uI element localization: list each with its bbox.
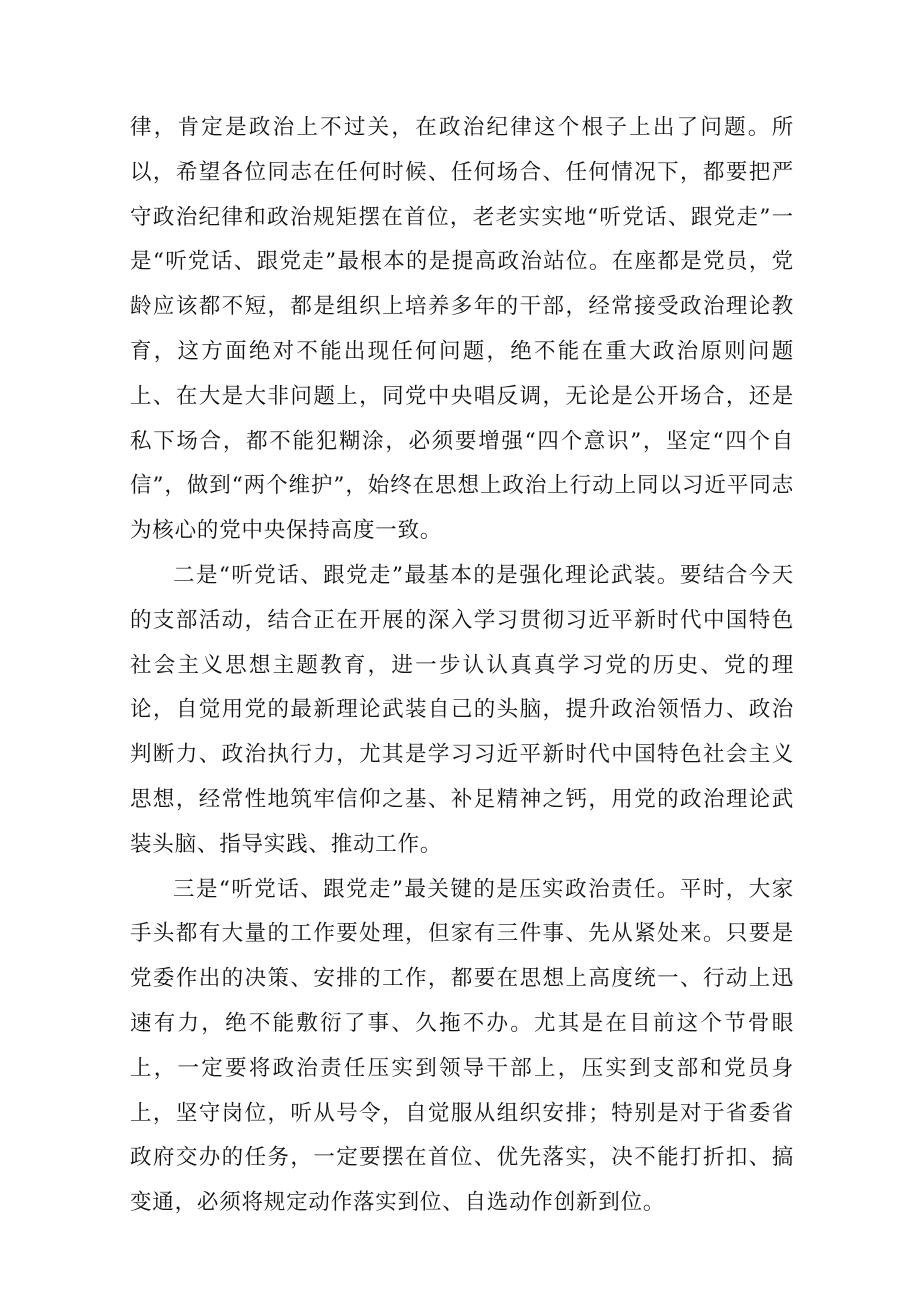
paragraph-political-responsibility: 三是“听党话、跟党走”最关键的是压实政治责任。平时，大家手头都有大量的工作要处理，但家有三件事、先从紧处来。只要是党委作出的决策、安排的工作，都要在思想上高度统一、行动上迅速有力，绝不能敷衍了事、久拖不办。尤其是在目前这个节骨眼上，一定要将政治责任压实到领导干部上，压实到支部和党员身上，坚守岗位，听从号令，自觉服从组织安排；特别是对于省委省政府交办的任务，一定要摆在首位、优先落实，决不能打折扣、搞变通，必须将规定动作落实到位、自选动作创新到位。 — [130, 876, 794, 1216]
paragraph-theory-study: 二是“听党话、跟党走”最基本的是强化理论武装。要结合今天的支部活动，结合正在开展的深入学习贯彻习近平新时代中国特色社会主义思想主题教育，进一步认认真真学习党的历史、党的理论，自觉用党的最新理论武装自己的头脑，提升政治领悟力、政治判断力、政治执行力，尤其是学习习近平新时代中国特色社会主义思想，经常性地筑牢信仰之基、补足精神之钙，用党的政治理论武装头脑、指导实践、推动工作。 — [130, 562, 794, 857]
document-body — [130, 106, 794, 1226]
paragraph-continued: 律，肯定是政治上不过关，在政治纪律这个根子上出了问题。所以，希望各位同志在任何时候、任何场合、任何情况下，都要把严守政治纪律和政治规矩摆在首位，老老实实地“听党话、跟党走”一是“听党话、跟党走”最根本的是提高政治站位。在座都是党员，党龄应该都不短，都是组织上培养多年的干部，经常接受政治理论教育，这方面绝对不能出现任何问题，绝不能在重大政治原则问题上、在大是大非问题上，同党中央唱反调，无论是公开场合，还是私下场合，都不能犯糊涂，必须要增强“四个意识”，坚定“四个自信”，做到“两个维护”，始终在思想上政治上行动上同以习近平同志为核心的党中央保持高度一致。 — [130, 115, 794, 544]
